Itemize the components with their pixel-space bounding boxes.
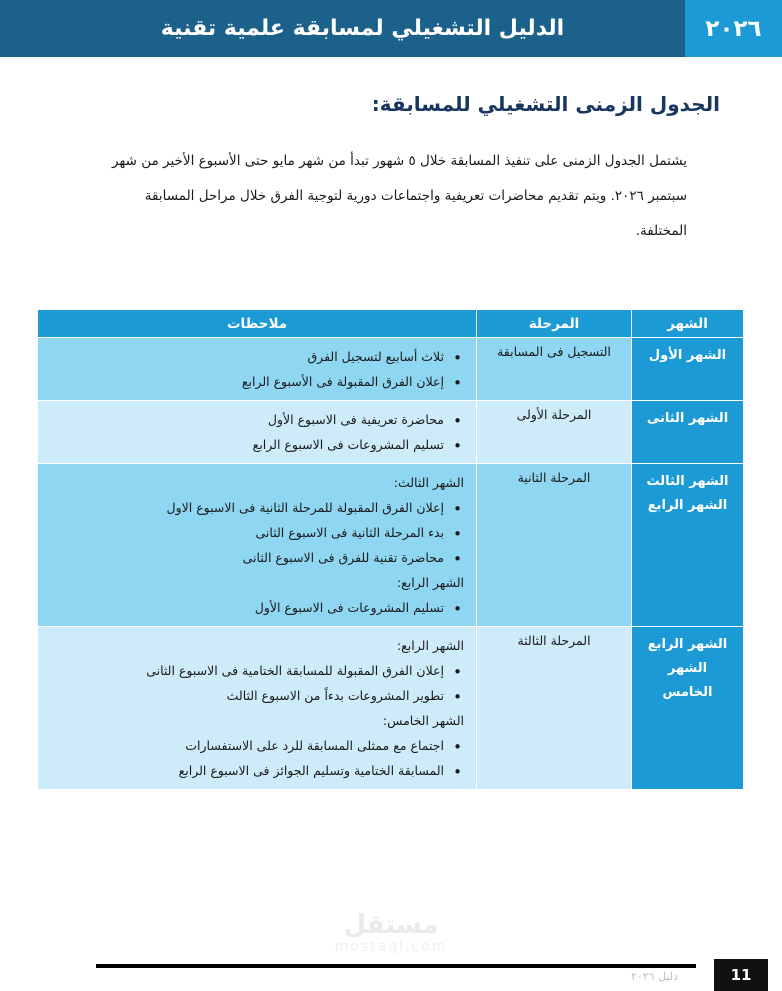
notes-list-item: • تسليم المشروعات فى الاسبوع الأول (48, 595, 466, 620)
cell-stage: المرحلة الأولى (477, 401, 632, 464)
cell-notes (38, 401, 477, 464)
cell-month (632, 401, 744, 464)
notes-list-item: • تسليم المشروعات فى الاسبوع الرابع (48, 432, 466, 457)
notes-subheading: الشهر الرابع: (396, 575, 464, 590)
notes-list-item: • ثلاث أسابيع لتسجيل الفرق (48, 344, 466, 369)
watermark-url: mostaql.com (334, 939, 448, 956)
watermark-brand: مستقل (343, 910, 439, 940)
month-label: الشهر الثانى (646, 411, 729, 426)
table-row (38, 338, 744, 401)
notes-list-item: • محاضرة تقنية للفرق فى الاسبوع الثانى (48, 545, 466, 570)
schedule-table (37, 309, 744, 790)
intro-paragraph: يشتمل الجدول الزمنى على تنفيذ المسابقة خلال ٥ شهور تبدأ من شهر مايو حتى الأسبوع الأخير من شهر سبتمبر ٢٠٢٦. ويتم تقديم محاضرات تعريفية واجتماعات دورية لتوجية الفرق خلال مراحل المسابقة المختلفة. (111, 153, 687, 240)
notes-list-item: • اجتماع مع ممثلى المسابقة للرد على الاستفسارات (48, 733, 466, 758)
table-header (38, 310, 744, 338)
footer-divider (96, 964, 696, 968)
cell-month (632, 627, 744, 790)
notes-subheading: الشهر الثالث: (393, 475, 464, 490)
table-row (38, 464, 744, 627)
notes-subheading: الشهر الخامس: (382, 713, 464, 728)
notes-list (48, 658, 466, 708)
notes-list (48, 407, 466, 457)
cell-notes (38, 627, 477, 790)
cell-month (632, 464, 744, 627)
notes-list-item: • إعلان الفرق المقبولة فى الأسبوع الرابع (48, 369, 466, 394)
notes-subheading: الشهر الرابع: (396, 638, 464, 653)
notes-list-item: • بدء المرحلة الثانية فى الاسبوع الثانى (48, 520, 466, 545)
month-label: الشهر الثالث (646, 474, 729, 489)
cell-notes (38, 338, 477, 401)
notes-list-item: • إعلان الفرق المقبولة للمسابقة الختامية فى الاسبوع الثانى (48, 658, 466, 683)
year-badge: ٢٠٢٦ (685, 0, 782, 57)
page-number: 11 (714, 959, 768, 991)
notes-list-item: • المسابقة الختامية وتسليم الجوائز فى الاسبوع الرابع (48, 758, 466, 783)
cell-notes (38, 464, 477, 627)
notes-list (48, 733, 466, 783)
notes-list-item: • إعلان الفرق المقبولة للمرحلة الثانية فى الاسبوع الاول (48, 495, 466, 520)
cell-stage: المرحلة الثالثة (477, 627, 632, 790)
column-header-stage: المرحلة (477, 310, 632, 338)
month-label: الشهر الرابع (647, 637, 728, 652)
document-title: الدليل التشغيلي لمسابقة علمية تقنية (160, 16, 565, 41)
notes-list (48, 344, 466, 394)
footer-note: دليل ٢٠٢٦ (630, 970, 678, 983)
month-label: الشهر الرابع (647, 498, 728, 514)
notes-list (48, 595, 466, 620)
section-heading: الجدول الزمنى التشغيلي للمسابقة: (371, 92, 720, 116)
page-body (0, 57, 782, 984)
notes-list-item: • تطوير المشروعات بدءاً من الاسبوع الثالث (48, 683, 466, 708)
cell-stage: التسجيل فى المسابقة (477, 338, 632, 401)
cell-month (632, 338, 744, 401)
table-row (38, 401, 744, 464)
table-row (38, 627, 744, 790)
column-header-notes: ملاحظات (38, 310, 477, 338)
month-label: الشهر الأول (648, 348, 727, 363)
header-title-container (0, 0, 685, 57)
notes-list (48, 495, 466, 570)
column-header-month: الشهر (632, 310, 744, 338)
cell-stage: المرحلة الثانية (477, 464, 632, 627)
table-header-row (38, 310, 744, 338)
document-header-band (0, 0, 782, 57)
table-body (38, 338, 744, 790)
notes-list-item: • محاضرة تعريفية فى الاسبوع الأول (48, 407, 466, 432)
month-label: الشهر الخامس (662, 661, 713, 701)
